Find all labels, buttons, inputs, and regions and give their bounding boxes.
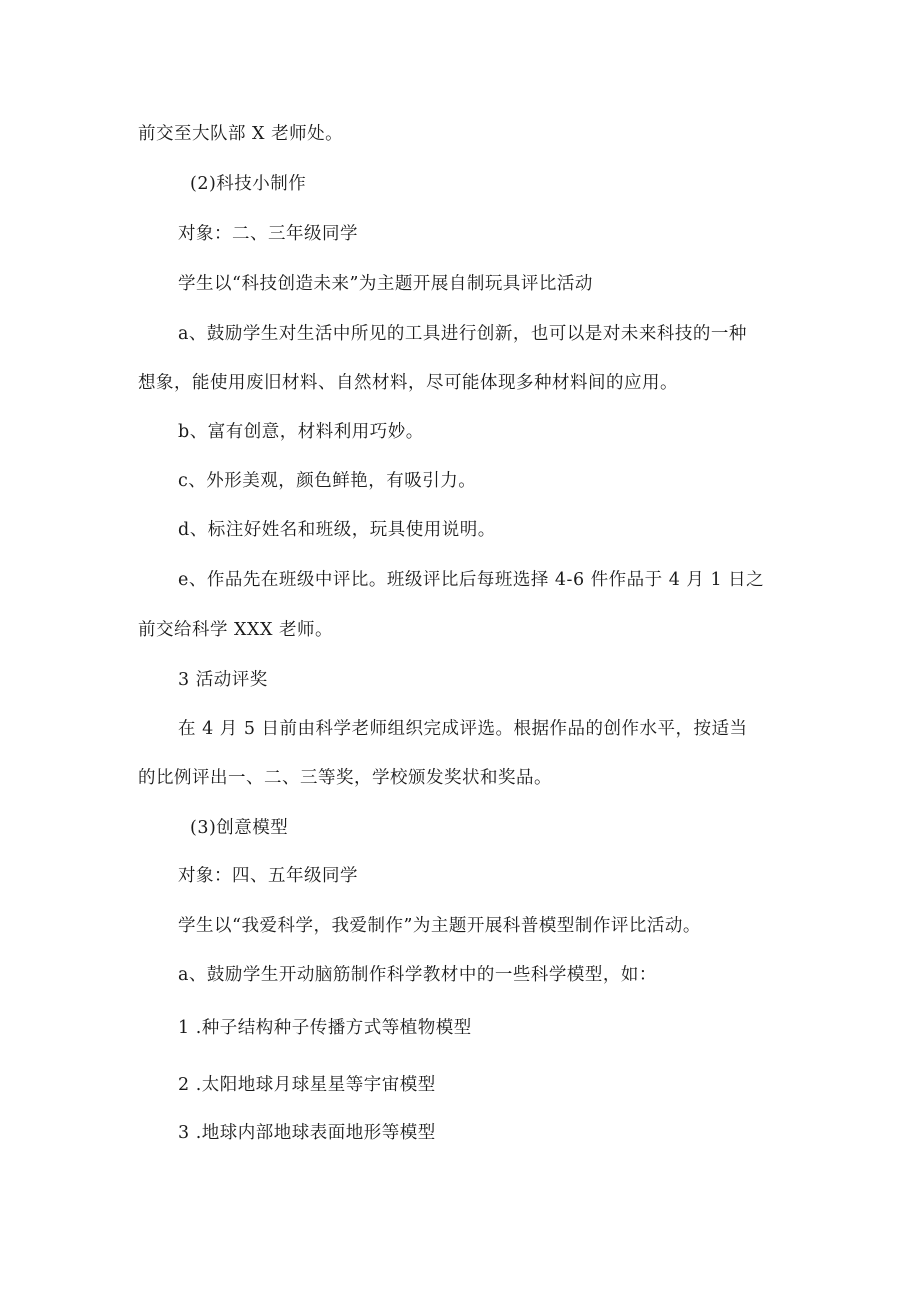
text-line-continuation: 前交至大队部 X 老师处。 bbox=[138, 124, 344, 144]
section-heading-awards: 3 活动评奖 bbox=[178, 670, 268, 690]
section-heading-tech-craft: (2)科技小制作 bbox=[190, 174, 307, 194]
criterion-e-line: e、作品先在班级中评比。班级评比后每班选择 4-6 件作品于 4 月 1 日之 bbox=[178, 570, 765, 590]
target-audience-line: 对象：二、三年级同学 bbox=[178, 224, 358, 244]
list-item: 2 .太阳地球月球星星等宇宙模型 bbox=[178, 1075, 436, 1095]
criterion-c-line: c、外形美观，颜色鲜艳，有吸引力。 bbox=[178, 471, 477, 491]
awards-paragraph-line: 在 4 月 5 日前由科学老师组织完成评选。根据作品的创作水平，按适当 bbox=[178, 719, 748, 739]
criterion-e-continuation: 前交给科学 XXX 老师。 bbox=[138, 620, 334, 640]
list-item: 1 .种子结构种子传播方式等植物模型 bbox=[178, 1018, 472, 1038]
criterion-d-line: d、标注好姓名和班级，玩具使用说明。 bbox=[178, 520, 496, 540]
activity-theme-line: 学生以“科技创造未来”为主题开展自制玩具评比活动 bbox=[178, 274, 593, 294]
section-heading-creative-model: (3)创意模型 bbox=[190, 818, 289, 838]
list-item: 3 .地球内部地球表面地形等模型 bbox=[178, 1123, 436, 1143]
target-audience-line: 对象：四、五年级同学 bbox=[178, 866, 358, 886]
activity-theme-line: 学生以“我爱科学，我爱制作”为主题开展科普模型制作评比活动。 bbox=[178, 916, 701, 936]
criterion-a-line: a、鼓励学生开动脑筋制作科学教材中的一些科学模型，如： bbox=[178, 965, 657, 985]
awards-paragraph-continuation: 的比例评出一、二、三等奖，学校颁发奖状和奖品。 bbox=[138, 768, 552, 788]
criterion-a-continuation: 想象，能使用废旧材料、自然材料，尽可能体现多种材料间的应用。 bbox=[138, 373, 678, 393]
criterion-b-line: b、富有创意，材料利用巧妙。 bbox=[178, 422, 424, 442]
criterion-a-line: a、鼓励学生对生活中所见的工具进行创新，也可以是对未来科技的一种 bbox=[178, 324, 747, 344]
